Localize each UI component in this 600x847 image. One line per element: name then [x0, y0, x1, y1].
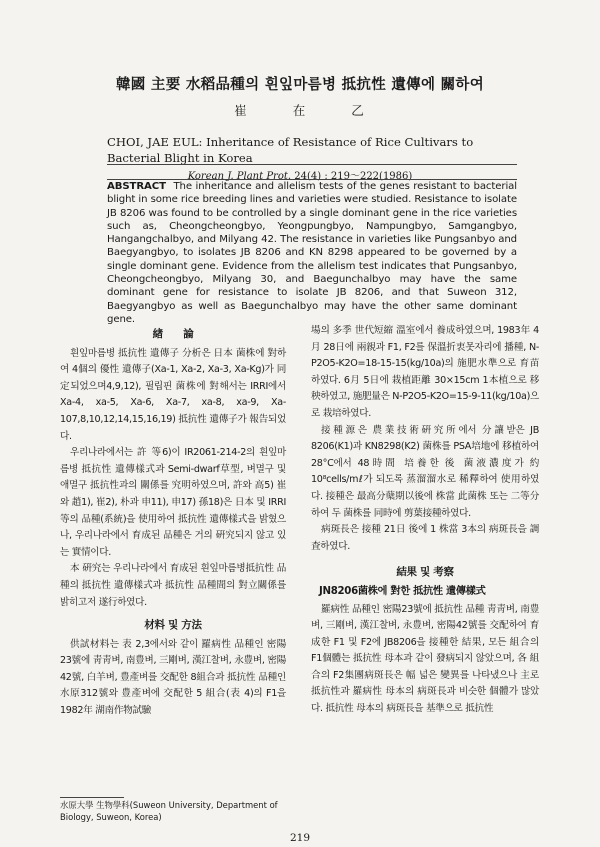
subsection-heading-jb8206: JN8206菌株에 對한 抵抗性 遺傳樣式 — [319, 585, 486, 597]
journal-name: Korean J. Plant Prot. — [187, 171, 292, 182]
section-heading-introduction: 緖 論 — [152, 328, 194, 340]
right-column — [311, 323, 539, 718]
journal-volume: 24(4) : 219〜222(1986) — [294, 171, 413, 182]
section-heading-results: 結果 및 考察 — [396, 566, 454, 579]
methods-paragraph-2: 場의 多季 世代短縮 溫室에서 養成하였으며, 1983年 4月 28日에 兩親과 F1, F2를 保溫折衷못자리에 播種, N-P2O5-K2O=18-15-15(kg/10a)의 施肥水準으로 育苗하였다. 6月 5日에 栽植距離 30×15cm 1本植으로 移秧하였고, 施肥量은 N-P2O5-K2O=15-9-11(kg/10a)으로 栽培하였다. — [311, 325, 539, 419]
paper-title-english: CHOI, JAE EUL: Inheritance of Resistance of Rice Cultivars to Bacterial Blight in Korea — [107, 135, 474, 165]
methods-paragraph-3: 接種源은 農業技術硏究所에서 分讓받은 JB 8206(K1)과 KN8298(K2) 菌株를 PSA培地에 移植하여 28°C에서 48時間 培養한 後 菌液濃度가 約 10⁸cells/mℓ가 되도록 蒸溜溜水로 稀釋하여 使用하였다. 接種은 最高分蘖期以後에 株當 此菌株 또는 二等分하여 두 菌株를 同時에 剪葉接種하였다. — [311, 424, 539, 519]
section-heading-methods: 材料 및 方法 — [144, 619, 202, 632]
footnote-rule — [60, 797, 124, 798]
page-number: 219 — [289, 832, 311, 844]
abstract — [107, 180, 517, 326]
journal-rule-top — [107, 164, 517, 165]
methods-paragraph-4: 病斑長은 接種 21日 後에 1 株當 3本의 病斑長을 調査하였다. — [311, 524, 539, 552]
affiliation-footnote: 水原大學 生物學科(Suweon University, Department of Biology, Suweon, Korea) — [60, 800, 278, 822]
intro-paragraph-1: 흰잎마름병 抵抗性 遺傳子 分析은 日本 菌株에 對하여 4個의 優性 遺傳子(Xa-1, Xa-2, Xa-3, Xa-Kg)가 同定되었으며4,9,12), 필립핀 菌株에 對해서는 IRRI에서 Xa-4, xa-5, Xa-6, Xa-7, xa-8, xa-9, Xa-107,8,10,12,14,15,16,19) 抵抗性 遺傳子가 報告되었다. — [60, 347, 286, 442]
abstract-label: ABSTRACT — [107, 181, 166, 192]
intro-paragraph-2: 우리나라에서는 許 等6)이 IR2061-214-2의 흰잎마름병 抵抗性 遺傳樣式과 Semi-dwarf草型, 벼멸구 및 애멸구 抵抗性과의 關係를 究明하였으며, 許와 高5) 崔와 趙1), 崔2), 朴과 申11), 申17) 孫18)은 日本 및 IRRI 等의 品種(系統)을 使用하여 抵抗性 遺傳樣式을 밝혔으나, 우리나라에서 育成된 品種은 거의 硏究되지 않고 있는 實情이다. — [60, 447, 286, 558]
left-column — [60, 323, 286, 720]
intro-paragraph-3: 本 硏究는 우리나라에서 育成된 흰잎마름병抵抗性 品種의 抵抗性 遺傳樣式과 抵抗性 品種間의 對立關係를 밝히고저 遂行하였다. — [60, 563, 286, 608]
author-name: 崔 在 乙 — [234, 103, 366, 118]
methods-paragraph-1: 供試材料는 表 2,3에서와 같이 羅病性 品種인 密陽23號에 靑靑벼, 南豊벼, 三剛벼, 漢江찰벼, 永豊벼, 密陽42號, 白羊벼, 豊產벼를 交配한 8組合과 抵抗性 品種인 水原312號와 豊產벼에 交配한 5 組合(表 4)의 F1을 1982年 湖南作物試驗 — [60, 638, 286, 717]
results-paragraph-1: 羅病性 品種인 密陽23號에 抵抗性 品種 靑靑벼, 南豊벼, 三剛벼, 漢江찰벼, 永豊벼, 密陽42號를 交配하여 育成한 F1 및 F2에 JB8206을 接種한 結果, 모든 組合의 F1個體는 抵抗性 母本과 같이 發病되지 않았으며, 各 組合의 F2集團病斑長은 幅 넓은 變異를 나타냈으나 主로 抵抗性과 羅病性 母本의 病斑長과 비슷한 個體가 많았다. 抵抗性 母本의 病斑長을 基準으로 抵抗性 — [311, 603, 539, 715]
paper-title-korean: 韓國 主要 水稻品種의 흰잎마름병 抵抗性 遺傳에 關하여 — [115, 76, 485, 93]
abstract-text: The inheritance and allelism tests of the genes resistant to bacterial blight in some rice breeding lines and varieties were studied. Resistance to isolate JB 8206 was found to be controlled by a single dominant gene in the rice varieties such as, Cheongcheongbyo, Yeongpungbyo, Nampungbyo, Samgangbyo, Hangangchalbyo, and Milyang 42. The resistance in varieties like Pungsanbyo and Baegyangbyo, to isolates JB 8206 and KN 8298 appeared to be governed by a single dominant gene. Evidence from the allelism test indicates that Pungsanbyo, Cheongcheongbyo, Milyang 30, and Baegunchalbyo may have the same dominant gene for resistance to isolate JB 8206, and that Suweon 312, Baegyangbyo as well as Baegunchalbyo may have the other same dominant gene. — [107, 181, 517, 325]
